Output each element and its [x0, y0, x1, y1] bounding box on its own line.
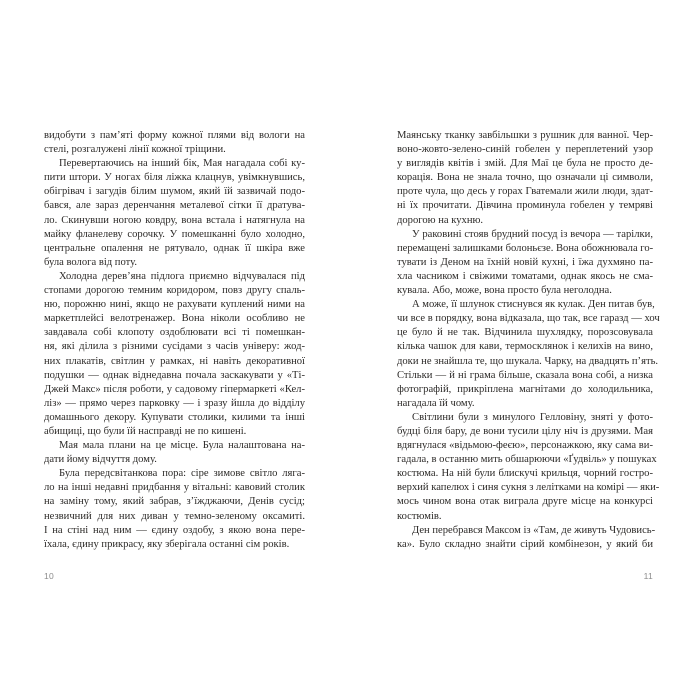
text-line: вдягнулася «відьмою-феєю», персонажкою, яку сама ви-	[397, 440, 653, 452]
page-left	[44, 0, 305, 700]
text-line: маркетплейсі велотренажер. Вона ніколи особливо не	[44, 313, 305, 325]
text-line: у виглядів квітів і змій. Для Маї це була не просто де-	[397, 158, 653, 170]
text-line: кілька чашок для кави, термосклянок і келихів на вино,	[397, 341, 653, 353]
text-line: А може, її шлунок стиснувся як кулак. Ден питав був,	[412, 299, 655, 311]
text-line: кувала. Або, може, вона просто була неголодна.	[397, 285, 612, 297]
text-line: хла часником і свіжими томатами, однак якось не сма-	[397, 270, 653, 282]
text-line: бався, але зараз деренчання металевої сітки її дратува-	[44, 200, 305, 212]
text-line: незвичний для них диван у темно-зеленому оксамиті.	[44, 510, 305, 522]
text-line: стопами дорогою темним коридором, повз другу спаль-	[44, 285, 305, 297]
text-line: завдавала собі клопоту оздоблювати всі ті помешкан-	[44, 327, 305, 339]
page-right	[397, 0, 660, 700]
text-line: дати йому відчуття дому.	[44, 454, 157, 466]
text-line: Маянську тканку завбільшки з рушник для ванної. Чер-	[397, 130, 653, 141]
page-number-right: 11	[643, 571, 653, 581]
text-line: У раковині стояв брудний посуд із вечора — тарілки,	[412, 228, 653, 240]
text-line: проте чула, що десь у горах Гватемали жили люди, здат-	[397, 186, 653, 198]
page-right-text	[397, 129, 660, 552]
text-line: корація. Вона не знала точно, що означали ці символи,	[397, 172, 653, 184]
text-line: костюма. На ній були блискучі крильця, чорний гостро-	[397, 468, 653, 480]
text-line: нагадала їй чому.	[397, 397, 475, 409]
text-line: них плакатів, світлин у рамках, ні навіть декоративної	[44, 355, 305, 367]
text-line: їхала, єдину прикрасу, яку зберігала останні сім років.	[44, 538, 290, 550]
page-number-left: 10	[44, 571, 55, 581]
text-line: доки не знайшла те, що шукала. Чарку, на двадцять п’ять.	[397, 355, 659, 367]
text-line: костюмів.	[397, 510, 442, 522]
text-line: ло на інші недавні придбання у вітальні: кавовий столик	[44, 482, 305, 494]
text-line: Стільки — й ні грама більше, сказала вона собі, а низка	[397, 369, 653, 381]
text-line: тувати із Деном на їхній новій кухні, і їжа духмяно па-	[397, 256, 653, 268]
text-line: верхий капелюх і синя сукня з лелітками на комірі — яки-	[397, 482, 660, 494]
text-line: будці біля бару, де вони тусили цілу ніч із друзями. Мая	[397, 425, 653, 437]
text-line: ню, порожню нині, якщо не рахувати куплений ними на	[44, 299, 305, 311]
text-line: Мая мала плани на це місце. Була налаштована на-	[59, 440, 305, 452]
text-line: абищиці, що були їй насправді не по кишені.	[44, 425, 247, 437]
text-line: Світлини були з минулого Гелловіну, зняті у фото-	[412, 411, 653, 423]
text-line: ло. Скинувши ногою ковдру, вона встала і натягнула на	[44, 214, 305, 226]
text-line: воно-жовто-зелено-синій гобелен у переплетений узор	[397, 144, 653, 156]
text-line: фотографій, прикріплена магнітами до холодильника,	[397, 383, 653, 395]
text-line: ня, які ділила з різними сусідами з часів універу: жод-	[44, 341, 305, 353]
text-line: Джей Макс» після роботи, у садовому гіпермаркеті «Кел-	[44, 383, 305, 395]
text-line: пити штори. У ногах біля ліжка клацнув, увімкнувшись,	[44, 172, 305, 184]
text-line: на заміну тому, який забрав, з’їжджаючи, Денів сусід;	[44, 496, 305, 508]
text-line: Холодна дерев’яна підлога приємно відчувалася під	[59, 270, 305, 282]
text-line: ка». Було складно знайти сірий комбінезон, у який би	[397, 538, 653, 550]
page-left-text	[44, 129, 305, 552]
text-line: гадала, в останню мить обшарюючи «Ґудвіль» у пошуках	[397, 454, 657, 466]
text-line: стелі, розгалужені лінії кожної тріщини.	[44, 144, 226, 156]
text-line: Перевертаючись на інший бік, Мая нагадала собі ку-	[59, 158, 305, 170]
text-line: дорогою на кухню.	[397, 214, 484, 226]
text-line: обігрівач і загудів білим шумом, який їй зазвичай подо-	[44, 186, 305, 198]
text-line: подушки — однак віднедавна почала заскакувати у «Ті-	[44, 369, 305, 381]
text-line: це було й не так. Відчинила шухлядку, порозсовувала	[397, 327, 653, 339]
text-line: видобути з пам’яті форму кожної плями від вологи на	[44, 130, 305, 141]
text-line: домашнього декору. Купувати столики, килими та інші	[44, 411, 305, 423]
text-line: була волога від поту.	[44, 256, 138, 268]
text-line: перемащені залишками болоньєзе. Вона обожнювала го-	[397, 242, 654, 254]
text-line: І на стіні над ним — єдину оздобу, з якою вона пере-	[44, 524, 305, 536]
text-line: мось чином вона отак виграла друге місце на конкурсі	[397, 496, 653, 508]
text-line: Ден перебрався Максом із «Там, де живуть Чудовись-	[412, 524, 656, 536]
text-line: ні їх прочитати. Дівчина проминула гобелен у темряві	[397, 200, 653, 212]
text-line: майку фланелеву сорочку. У помешканні було холодно,	[44, 228, 305, 240]
text-line: чи все в порядку, вона відказала, що так, все гаразд — хоч	[397, 313, 660, 325]
text-line: ліз» — прямо через парковку — і зразу йшла до відділу	[44, 397, 305, 409]
text-line: Була передсвітанкова пора: сіре зимове світло ляга-	[59, 468, 305, 480]
text-line: центральне опалення не рятувало, однак її шкіра вже	[44, 242, 305, 254]
